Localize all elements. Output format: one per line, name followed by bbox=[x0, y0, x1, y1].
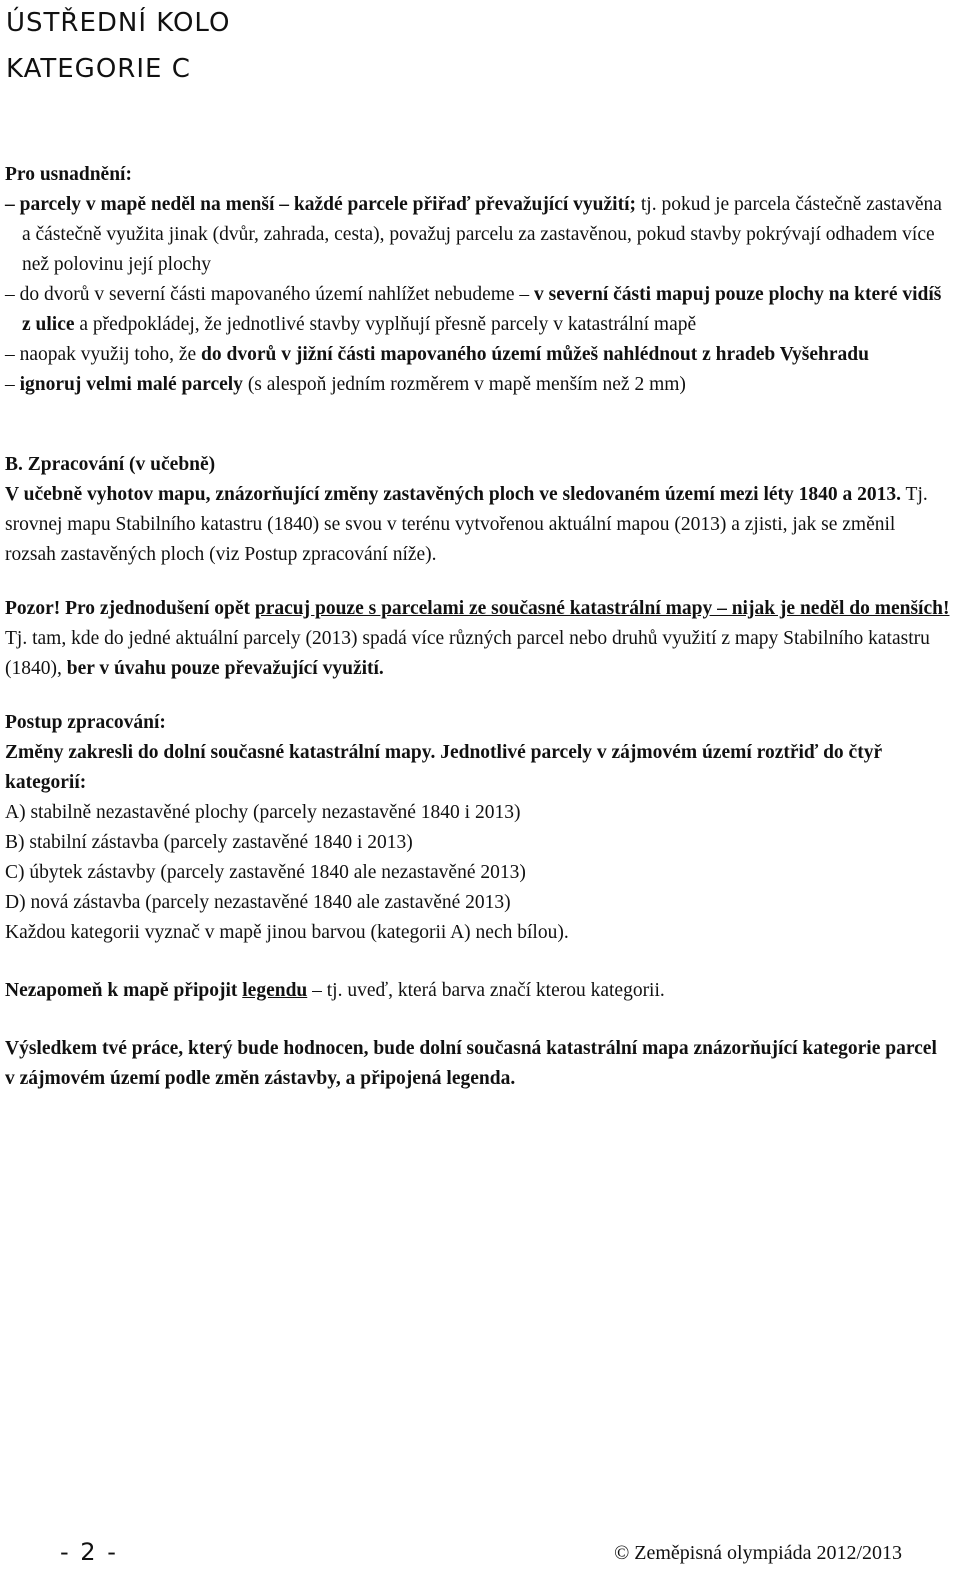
section-b-text: Tj. srovnej mapu Stabilního katastru (1840) se svou v terénu vytvořenou aktuální mapou (2013) a zjisti, jak se změnil rozsah zastavěných ploch (viz Postup zpracování níže). bbox=[5, 484, 928, 565]
postup-heading: Postup zpracování: bbox=[5, 712, 166, 733]
intro-rule-4 bbox=[5, 370, 950, 400]
page-number: - 2 - bbox=[60, 1538, 118, 1566]
section-b-bold: V učebně vyhotov mapu, znázorňující změny zastavěných ploch ve sledovaném území mezi léty 1840 a 2013. bbox=[5, 484, 902, 505]
intro-heading: Pro usnadnění: bbox=[5, 164, 132, 185]
postup-tail: Každou kategorii vyznač v mapě jinou barvou (kategorii A) nech bílou). bbox=[5, 922, 569, 943]
document-header bbox=[6, 0, 230, 92]
pozor-text: Tj. tam, kde do jedné aktuální parcely (2013) spadá více různých parcel nebo druhů využití z mapy Stabilního katastru (1840), bbox=[5, 628, 930, 679]
legenda-underlined: legendu bbox=[242, 980, 308, 1001]
intro-rule-3-text: – naopak využij toho, že bbox=[5, 344, 202, 365]
intro-rule-1 bbox=[5, 190, 950, 280]
category-item-c: C) úbytek zástavby (parcely zastavěné 1840 ale nezastavěné 2013) bbox=[5, 862, 526, 883]
category-item-d: D) nová zástavba (parcely nezastavěné 1840 ale zastavěné 2013) bbox=[5, 892, 511, 913]
copyright-footer: © Zeměpisná olympiáda 2012/2013 bbox=[614, 1542, 902, 1564]
section-b-paragraph bbox=[5, 480, 950, 570]
intro-rule-2-bold: v severní části mapuj pouze plochy na které vidíš z ulice bbox=[22, 284, 942, 335]
pozor-bold-underlined: pracuj pouze s parcelami ze současné katastrální mapy – nijak je neděl do menších! bbox=[254, 598, 950, 619]
pozor-paragraph bbox=[5, 594, 950, 684]
postup-lead: Změny zakresli do dolní současné katastrální mapy. Jednotlivé parcely v zájmovém území roztřiď do čtyř kategorií: bbox=[5, 742, 883, 793]
header-round-title: ÚSTŘEDNÍ KOLO bbox=[6, 8, 231, 38]
legenda-paragraph bbox=[5, 976, 950, 1006]
intro-rule-3-bold: do dvorů v jižní části mapovaného území můžeš nahlédnout z hradeb Vyšehradu bbox=[201, 344, 869, 365]
intro-rule-3 bbox=[5, 340, 950, 370]
pozor-bold-end: ber v úvahu pouze převažující využití. bbox=[66, 658, 384, 679]
intro-rule-1-text: tj. pokud je parcela částečně zastavěna a částečně využita jinak (dvůr, zahrada, cesta), považuj parcelu za zastavěnou, pokud stavby pokrývají odhadem více než polovinu její plochy bbox=[22, 194, 942, 275]
section-b-heading: B. Zpracování (v učebně) bbox=[5, 454, 216, 475]
intro-rule-2 bbox=[5, 280, 950, 340]
vysledek-paragraph: Výsledkem tvé práce, který bude hodnocen, bude dolní současná katastrální mapa znázorňující kategorie parcel v zájmovém území podle změn zástavby, a připojená legenda. bbox=[5, 1038, 937, 1089]
header-category-title: KATEGORIE C bbox=[6, 54, 191, 84]
intro-rule-4-dash: – bbox=[5, 374, 20, 395]
intro-rule-1-bold: – parcely v mapě neděl na menší – každé parcele přiřaď převažující využití; bbox=[5, 194, 636, 215]
category-item-b: B) stabilní zástavba (parcely zastavěné 1840 i 2013) bbox=[5, 832, 413, 853]
legenda-text: – tj. uveď, která barva značí kterou kategorii. bbox=[307, 980, 665, 1001]
pozor-bold: Pozor! Pro zjednodušení opět bbox=[5, 598, 255, 619]
category-item-a: A) stabilně nezastavěné plochy (parcely nezastavěné 1840 i 2013) bbox=[5, 802, 521, 823]
document-body bbox=[5, 160, 950, 1094]
intro-rule-4-bold: ignoruj velmi malé parcely bbox=[19, 374, 243, 395]
intro-rule-4-text: (s alespoň jedním rozměrem v mapě menším než 2 mm) bbox=[242, 374, 686, 395]
intro-rule-2-text-b: a předpokládej, že jednotlivé stavby vyplňují přesně parcely v katastrální mapě bbox=[74, 314, 697, 335]
intro-rule-2-text-a: – do dvorů v severní části mapovaného území nahlížet nebudeme – bbox=[5, 284, 535, 305]
legenda-bold: Nezapomeň k mapě připojit bbox=[5, 980, 243, 1001]
